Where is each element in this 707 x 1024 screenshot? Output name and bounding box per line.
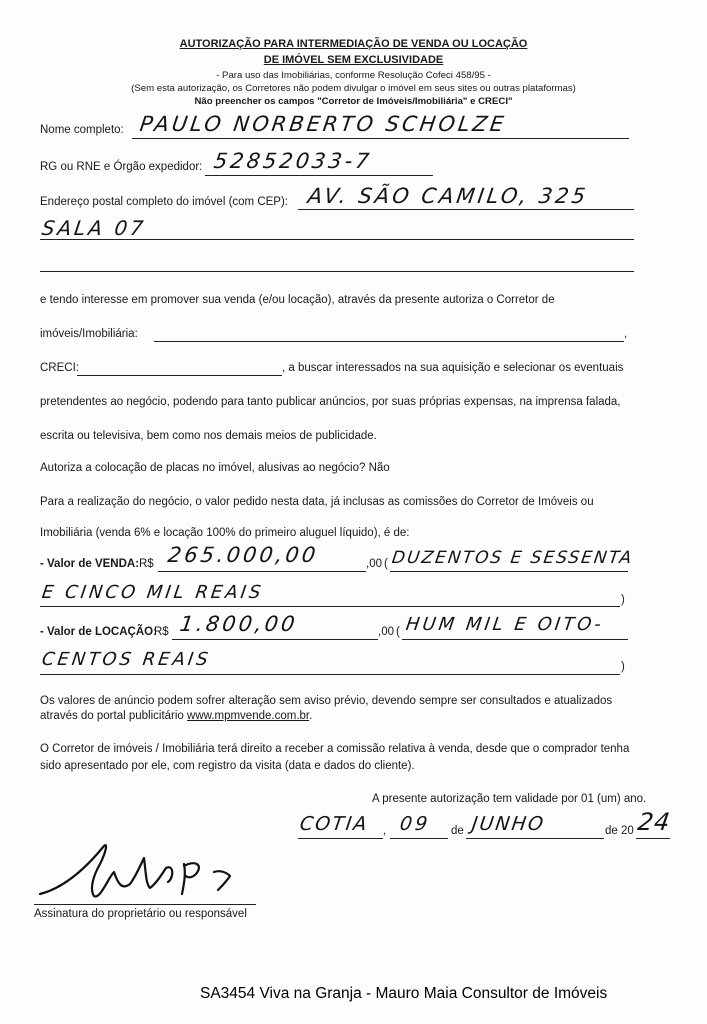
locacao-extenso-line1 <box>402 639 628 640</box>
date-de-1: de <box>451 825 464 837</box>
nome-value[interactable]: PAULO NORBERTO SCHOLZE <box>138 112 509 136</box>
body-paragraph-5: Imobiliária (venda 6% e locação 100% do primeiro aluguel líquido), é de: <box>40 527 410 539</box>
locacao-extenso-line2 <box>40 674 620 675</box>
header-note-resolution: - Para uso das Imobiliárias, conforme Resolução Cofeci 458/95 - <box>216 70 491 81</box>
date-month-line <box>466 838 604 839</box>
footer-reference: SA3454 Viva na Granja - Mauro Maia Consultor de Imóveis <box>200 985 608 1002</box>
body-paragraph-3: escrita ou televisiva, bem como nos demais meios de publicidade. <box>40 430 377 442</box>
body-paragraph-4: Para a realização do negócio, o valor pedido nesta data, já inclusas as comissões do Corretor de Imóveis ou <box>40 496 594 508</box>
date-city[interactable]: COTIA <box>298 813 370 835</box>
venda-extenso-line2-value[interactable]: E CINCO MIL REAIS <box>40 582 265 603</box>
venda-paren-close: ) <box>621 594 625 606</box>
venda-extenso-line1-value[interactable]: DUZENTOS E SESSENTA <box>390 548 635 568</box>
nome-line <box>132 138 629 139</box>
imobiliaria-comma: , <box>624 328 628 340</box>
locacao-paren-open: ( <box>396 626 400 638</box>
locacao-cents: ,00 <box>378 626 394 638</box>
rg-label: RG ou RNE e Órgão expedidor: <box>40 161 203 173</box>
venda-value-line <box>158 571 366 572</box>
portal-link[interactable]: www.mpmvende.com.br <box>187 710 310 722</box>
creci-label: CRECI: <box>40 362 79 374</box>
date-city-line <box>298 838 383 839</box>
locacao-currency: R$ <box>154 626 169 638</box>
locacao-value-line <box>172 639 378 640</box>
locacao-paren-close: ) <box>621 661 625 673</box>
anuncio-suffix: . <box>309 710 313 722</box>
locacao-value[interactable]: 1.800,00 <box>178 612 300 636</box>
form-title-line2: DE IMÓVEL SEM EXCLUSIVIDADE <box>263 54 444 66</box>
imobiliaria-line <box>154 341 624 342</box>
anuncio-prefix: através do portal publicitário <box>40 710 188 722</box>
creci-line <box>77 375 282 376</box>
endereco-value-line1[interactable]: AV. SÃO CAMILO, 325 <box>306 184 590 208</box>
signature-line <box>34 904 256 905</box>
nome-label: Nome completo: <box>40 124 124 136</box>
venda-paren-open: ( <box>384 558 388 570</box>
imobiliaria-label: imóveis/Imobiliária: <box>40 328 138 340</box>
venda-extenso-line2 <box>40 606 620 607</box>
body-paragraph-2: pretendentes ao negócio, podendo para tanto publicar anúncios, por suas próprias expensas, na imprensa falada, <box>40 396 621 408</box>
placas-question: Autoriza a colocação de placas no imóvel, alusivas ao negócio? Não <box>40 462 390 474</box>
venda-value[interactable]: 265.000,00 <box>166 543 320 567</box>
venda-label: - Valor de VENDA: <box>40 558 140 570</box>
signature-label: Assinatura do proprietário ou responsável <box>34 908 247 920</box>
locacao-label: - Valor de LOCAÇÃO: <box>40 626 157 638</box>
endereco-value-line2[interactable]: SALA 07 <box>40 216 148 240</box>
date-month[interactable]: JUNHO <box>470 813 547 835</box>
validade-note: A presente autorização tem validade por 01 (um) ano. <box>372 793 647 805</box>
header-note-do-not-fill: Não preencher os campos "Corretor de Imóveis/Imobiliária" e CRECI" <box>194 96 513 107</box>
owner-signature <box>34 838 254 908</box>
date-year-line <box>636 838 670 839</box>
endereco-line1 <box>298 209 634 210</box>
rg-line <box>205 175 433 176</box>
form-title-line1: AUTORIZAÇÃO PARA INTERMEDIAÇÃO DE VENDA OU LOCAÇÃO <box>179 38 528 50</box>
venda-currency: R$ <box>139 558 154 570</box>
locacao-extenso-line2-value[interactable]: CENTOS REAIS <box>40 649 213 670</box>
locacao-extenso-line1-value[interactable]: HUM MIL E OITO- <box>404 614 606 635</box>
date-comma: , <box>383 825 387 837</box>
creci-continuation: , a buscar interessados na sua aquisição e selecionar os eventuais <box>282 362 624 374</box>
venda-cents: ,00 <box>366 558 382 570</box>
endereco-label: Endereço postal completo do imóvel (com CEP): <box>40 196 288 208</box>
endereco-line3 <box>40 271 634 272</box>
comissao-note-line2: sido apresentado por ele, com registro da visita (data e dados do cliente). <box>40 760 415 772</box>
date-year[interactable]: 24 <box>636 808 673 836</box>
date-day-line <box>390 838 448 839</box>
date-de-2: de 20 <box>605 825 634 837</box>
body-paragraph-1: e tendo interesse em promover sua venda (e/ou locação), através da presente autoriza o Corretor de <box>40 294 555 306</box>
anuncio-note-line1: Os valores de anúncio podem sofrer alteração sem aviso prévio, devendo sempre ser consultados e atualizados <box>40 695 613 707</box>
header-note-authorization: (Sem esta autorização, os Corretores não podem divulgar o imóvel em seus sites ou outras plataformas) <box>131 83 576 94</box>
rg-value[interactable]: 52852033-7 <box>212 149 374 173</box>
anuncio-note-line2 <box>40 710 312 722</box>
date-day[interactable]: 09 <box>398 813 432 835</box>
venda-extenso-line1 <box>390 571 628 572</box>
comissao-note-line1: O Corretor de imóveis / Imobiliária terá direito a receber a comissão relativa à venda, desde que o comprador tenha <box>40 743 630 755</box>
